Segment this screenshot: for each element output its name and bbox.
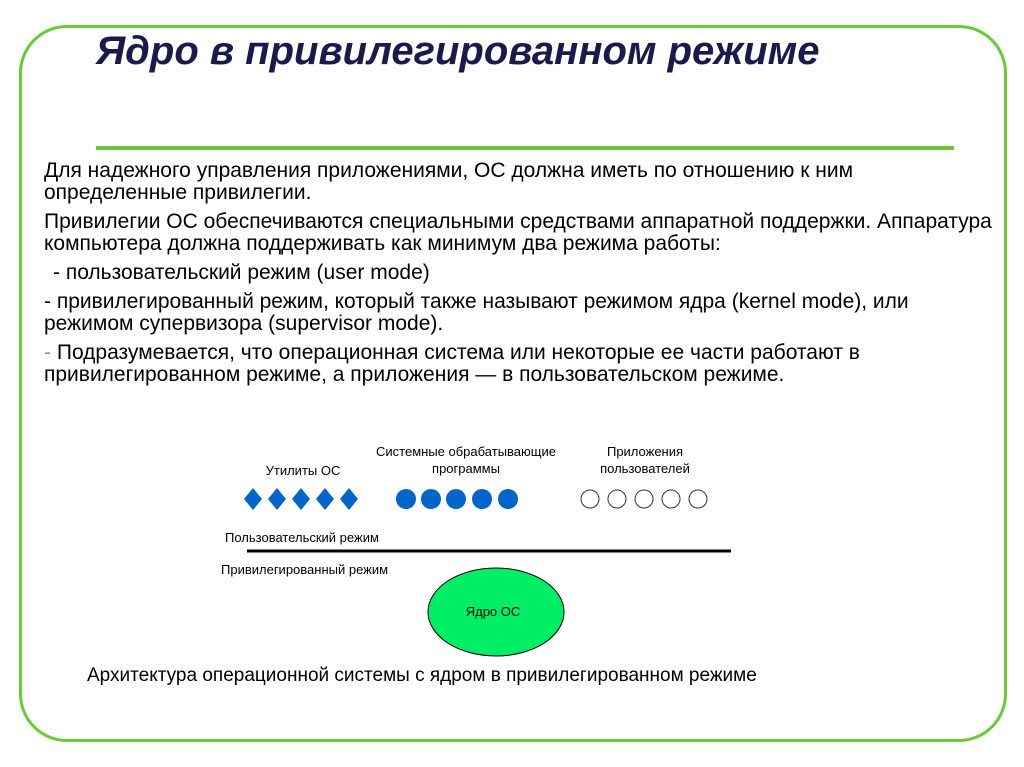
label-system-programs-2: программы	[432, 461, 500, 476]
user-mode-label: Пользовательский режим	[225, 530, 379, 545]
label-utilities: Утилиты ОС	[265, 463, 341, 478]
user-app-circle-icon	[689, 490, 707, 508]
utilities-diamonds	[244, 488, 358, 510]
label-user-apps-2: пользователей	[600, 461, 690, 476]
system-program-circle-icon	[421, 489, 441, 509]
user-app-circle-icon	[608, 490, 626, 508]
utility-diamond-icon	[268, 488, 286, 510]
privileged-mode-label: Привилегированный режим	[221, 562, 389, 577]
paragraph-5-text: Подразумевается, что операционная система или некоторые ее части работают в привилегированном режиме, а приложения — в пользовательском режиме.	[44, 341, 860, 386]
user-app-circle-icon	[662, 490, 680, 508]
kernel-label: Ядро ОС	[465, 604, 521, 619]
user-app-circle-icon	[581, 490, 599, 508]
paragraph-user-mode: - пользовательский режим (user mode)	[53, 261, 430, 284]
label-system-programs-1: Системные обрабатывающие	[376, 444, 556, 459]
diagram-caption: Архитектура операционной системы с ядром в привилегированном режиме	[87, 665, 757, 686]
faint-dash: -	[44, 341, 51, 364]
user-apps-circles	[581, 490, 707, 508]
system-programs-circles	[396, 489, 518, 509]
user-app-circle-icon	[635, 490, 653, 508]
utility-diamond-icon	[244, 488, 262, 510]
system-program-circle-icon	[446, 489, 466, 509]
system-program-circle-icon	[396, 489, 416, 509]
utility-diamond-icon	[340, 488, 358, 510]
paragraph-privileged-mode: - привилегированный режим, который также называют режимом ядра (kernel mode), или режимом супервизора (supervisor mode).	[44, 290, 909, 335]
label-user-apps-1: Приложения	[606, 444, 684, 459]
system-program-circle-icon	[498, 489, 518, 509]
paragraph-1: Для надежного управления приложениями, ОС должна иметь по отношению к ним определенные привилегии.	[44, 159, 854, 204]
utility-diamond-icon	[292, 488, 310, 510]
slide-title: Ядро в привилегированном режиме	[96, 29, 820, 73]
system-program-circle-icon	[472, 489, 492, 509]
utility-diamond-icon	[316, 488, 334, 510]
paragraph-2: Привилегии ОС обеспечиваются специальными средствами аппаратной поддержки. Аппаратура компьютера должна поддерживать как минимум два режима работы:	[44, 210, 992, 255]
